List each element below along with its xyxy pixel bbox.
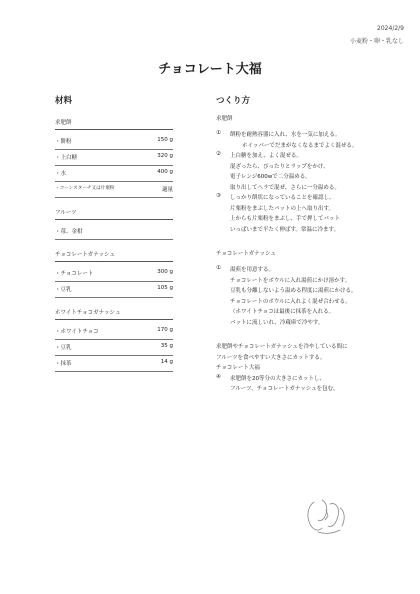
ingredient-group-title: フルーツ [55, 208, 173, 220]
ingredient-name: ・抹茶 [55, 361, 72, 367]
ingredient-name: ・ホワイトチョコ [55, 329, 99, 335]
step-line: フルーツ、チョコレートガナッシュを包む。 [230, 386, 339, 392]
ingredient-row [55, 134, 173, 150]
ingredient-name: ・上白糖 [55, 155, 78, 161]
ingredient-group [55, 250, 173, 298]
ingredient-name: ・コーンスターチ又は片栗粉 [55, 186, 115, 191]
ingredient-group-title: チョコレートガナッシュ [55, 250, 173, 262]
method-step [216, 151, 406, 193]
method-subheading: チョコレートガナッシュ [216, 251, 276, 257]
step-number: ① [216, 265, 221, 271]
step-number: ② [216, 151, 221, 157]
step-line: 片栗粉をまぶしたバットの上へ取り出す。 [230, 205, 335, 212]
step-number: ④ [216, 373, 221, 380]
step-line: 上からも片栗粉をまぶし、手で押してバット [230, 216, 341, 222]
method-heading: つくり方 [216, 96, 251, 106]
step-line: 取り出してヘラで混ぜ、さらに一分温める。 [230, 184, 340, 191]
step-line: 豆乳も分離しないよう温める程度に湯煎にかける。 [230, 288, 357, 294]
ingredient-row [55, 166, 173, 182]
ingredient-row [55, 324, 173, 340]
ingredient-qty: 105 g [157, 285, 173, 291]
ingredient-qty: 300 g [157, 269, 173, 275]
method-subheading: 求肥餅 [216, 116, 233, 122]
ingredient-name: ・水 [55, 171, 67, 177]
allergen-note: 小麦粉・卵・乳なし [349, 38, 404, 45]
note-line: フルーツを食べやすい大きさにカットする。 [216, 354, 326, 361]
ingredient-group [55, 208, 173, 240]
ingredient-row [55, 150, 173, 166]
ingredient-row [55, 340, 173, 356]
step-line: いっぱいまで平たく伸ばす。常温に冷ます。 [230, 226, 340, 233]
ingredient-qty: 400 g [157, 169, 173, 175]
ingredient-group-title: ホワイトチョコガナッシュ [55, 308, 173, 320]
method-step [216, 374, 406, 395]
method-subheading: チョコレート大福 [216, 365, 260, 371]
step-line: バットに流しいれ、冷蔵庫で冷やす。 [230, 319, 324, 326]
page-title: チョコレート大福 [158, 62, 262, 77]
step-line: 上白糖を加え、よく混ぜる。 [230, 153, 302, 159]
step-line: 混ざったら、ぴったりとラップをかけ、 [230, 163, 329, 170]
ingredients-section [55, 94, 173, 372]
step-number: ③ [216, 193, 221, 199]
ingredient-qty: 170 g [157, 327, 173, 333]
method-section [216, 94, 406, 395]
step-line: チョコレートのボウルに入れよく混ぜ合わせる。 [230, 298, 351, 305]
ingredient-group [55, 308, 173, 372]
ingredient-name: ・苺、金柑 [55, 229, 83, 235]
step-line: 求肥餅を20等分の大きさにカットし、 [230, 375, 325, 382]
ingredient-qty: 150 g [157, 137, 173, 143]
ingredient-qty: 320 g [157, 153, 173, 159]
step-number: ① [216, 130, 221, 136]
note-line: 求肥餅やチョコレートガナッシュを冷やしている間に [216, 344, 348, 350]
ingredient-name: ・豆乳 [55, 345, 72, 351]
method-step [216, 193, 406, 235]
ingredient-group [55, 118, 173, 198]
ingredient-row [55, 224, 173, 240]
ingredient-name: ・餅粉 [55, 139, 72, 145]
step-line: 湯煎を用意する。 [230, 267, 275, 273]
ingredient-qty: 14 g [160, 359, 173, 365]
step-line: 餅粉を耐熱容器に入れ、水を一気に加える。 [230, 132, 341, 138]
method-step [216, 265, 406, 328]
ingredient-row [55, 182, 173, 198]
step-line: ホイッパーでだまがなくなるまでよく混ぜる。 [242, 142, 358, 149]
ingredient-row [55, 356, 173, 372]
step-line: チョコレートをボウルに入れ湯煎にかけ溶かす。 [230, 277, 351, 284]
method-step [216, 130, 406, 151]
ingredients-heading: 材料 [55, 96, 73, 106]
ingredient-name: ・豆乳 [55, 287, 72, 293]
ingredient-row [55, 266, 173, 282]
date-text: 2024/2/9 [377, 25, 404, 32]
doodle-drawing [300, 492, 360, 540]
ingredient-group-title: 求肥餅 [55, 118, 173, 130]
step-line: しっかり餅状になっていることを確認し、 [230, 195, 335, 201]
step-line: 電子レンジ600wで二分温める。 [230, 174, 311, 180]
ingredient-name: ・チョコレート [55, 271, 94, 277]
ingredient-row [55, 282, 173, 298]
step-line: （ホワイトチョコは最後に抹茶を入れる。 [230, 309, 335, 315]
ingredient-qty: 35 g [160, 343, 173, 349]
ingredient-qty: 適量 [161, 187, 173, 193]
